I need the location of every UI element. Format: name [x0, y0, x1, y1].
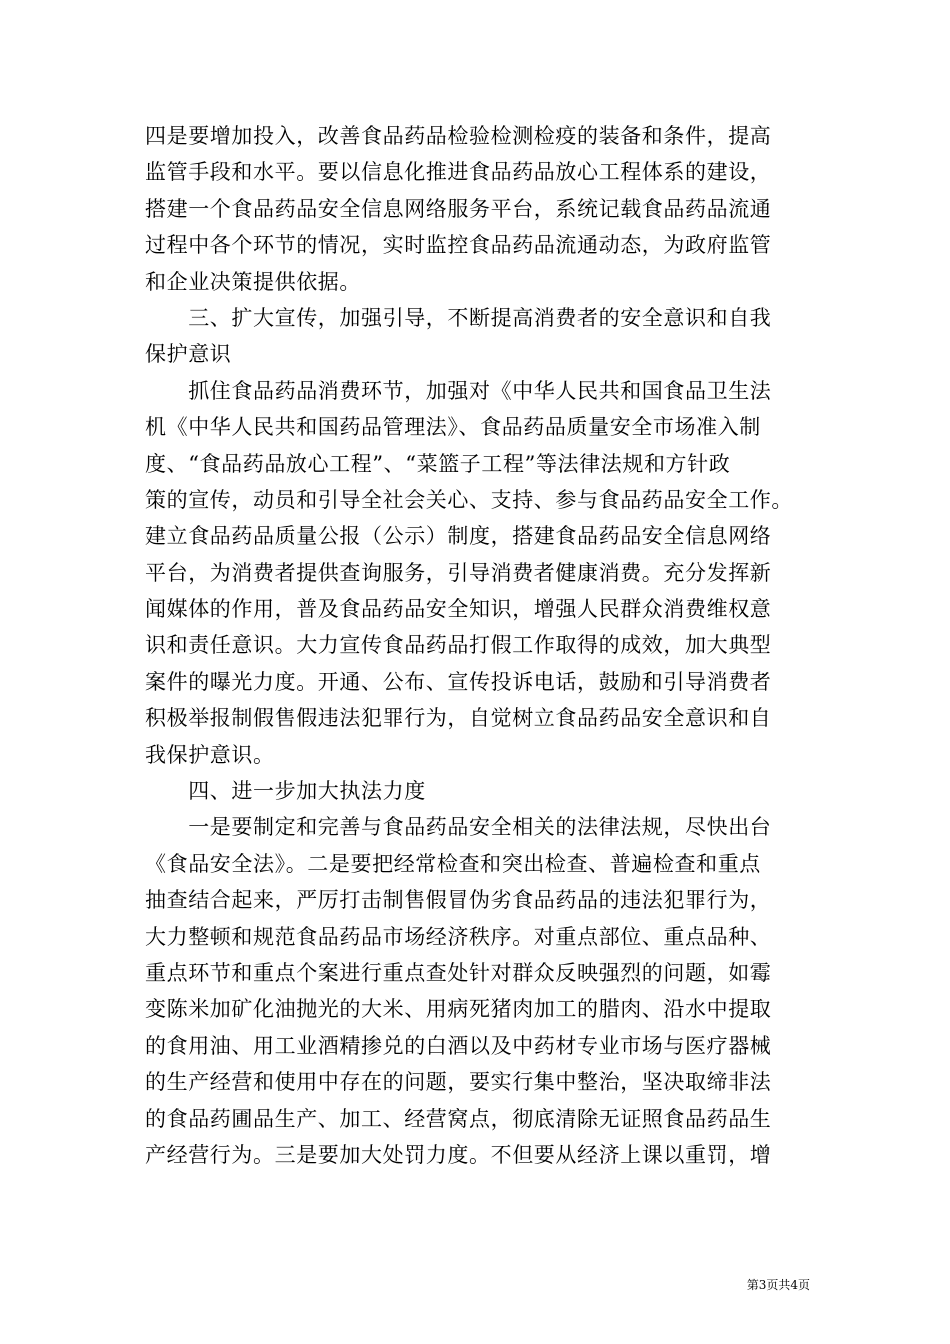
- text-line: 闻媒体的作用，普及食品药品安全知识，增强人民群众消费维权意: [145, 597, 772, 622]
- section-heading-line: 三、扩大宣传，加强引导，不断提高消费者的安全意识和自我: [145, 305, 772, 330]
- text-line: 策的宣传，动员和引导全社会关心、支持、参与食品药品安全工作。: [145, 487, 793, 512]
- section-heading-line: 四、进一步加大执法力度: [145, 779, 426, 804]
- text-line: 《食品安全法》。二是要把经常检查和突出检查、普遍检查和重点: [145, 851, 761, 876]
- text-line: 识和责任意识。大力宣传食品药品打假工作取得的成效，加大典型: [145, 633, 772, 658]
- section-heading-line: 保护意识: [145, 342, 232, 367]
- text-line: 过程中各个环节的情况，实时监控食品药品流通动态，为政府监管: [145, 233, 772, 258]
- text-line: 的生产经营和使用中存在的问题，要实行集中整治，坚决取缔非法: [145, 1070, 772, 1095]
- text-line: 变陈米加矿化油抛光的大米、用病死猪肉加工的腊肉、沿水中提取: [145, 997, 772, 1022]
- text-line: 搭建一个食品药品安全信息网络服务平台，系统记载食品药品流通: [145, 196, 772, 221]
- text-line: 和企业决策提供依据。: [145, 269, 361, 294]
- text-line: 我保护意识。: [145, 742, 275, 767]
- text-line: 度、“食品药品放心工程”、“菜篮子工程”等法律法规和方针政: [145, 451, 731, 476]
- text-line: 积极举报制假售假违法犯罪行为，自觉树立食品药品安全意识和自: [145, 706, 772, 731]
- text-line: 抽查结合起来，严厉打击制售假冒伪劣食品药品的违法犯罪行为，: [145, 888, 772, 913]
- text-line: 的食品药圃品生产、加工、经营窝点，彻底清除无证照食品药品生: [145, 1106, 772, 1131]
- text-line: 的食用油、用工业酒精掺兑的白酒以及中药材专业市场与医疗器械: [145, 1033, 772, 1058]
- text-line: 重点环节和重点个案进行重点查处针对群众反映强烈的问题，如霉: [145, 960, 772, 985]
- text-line: 建立食品药品质量公报（公示）制度，搭建食品药品安全信息网络: [145, 524, 772, 549]
- text-line: 监管手段和水平。要以信息化推进食品药品放心工程体系的建设，: [145, 160, 772, 185]
- text-line: 产经营行为。三是要加大处罚力度。不但要从经济上课以重罚，增: [145, 1142, 772, 1167]
- text-line: 案件的曝光力度。开通、公布、宣传投诉电话，鼓励和引导消费者: [145, 669, 772, 694]
- text-line: 抓住食品药品消费环节，加强对《中华人民共和国食品卫生法: [145, 378, 772, 403]
- text-line: 平台，为消费者提供查询服务，引导消费者健康消费。充分发挥新: [145, 560, 772, 585]
- text-line: 四是要增加投入，改善食品药品检验检测检疫的装备和条件，提高: [145, 124, 772, 148]
- body-text: [145, 118, 810, 1173]
- text-line: 大力整顿和规范食品药品市场经济秩序。对重点部位、重点品种、: [145, 924, 772, 949]
- text-line: 一是要制定和完善与食品药品安全相关的法律法规，尽快出台: [145, 815, 772, 840]
- text-line: 机《中华人民共和国药品管理法》、食品药品质量安全市场准入制: [145, 415, 761, 440]
- page-number: 第3页共4页: [746, 1278, 810, 1292]
